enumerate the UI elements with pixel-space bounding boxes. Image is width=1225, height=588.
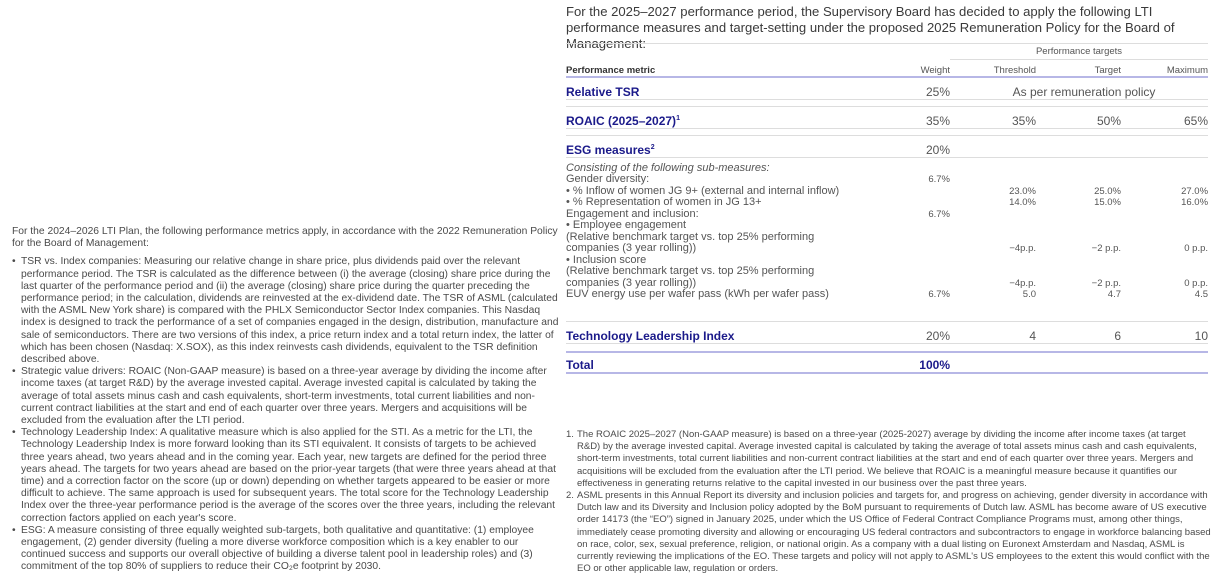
- sub-measure-row: [566, 220, 1208, 255]
- threshold: 4: [1029, 328, 1036, 343]
- footnote-number: 2.: [566, 490, 574, 502]
- footnotes: [566, 429, 1211, 575]
- performance-targets-header: Performance targets: [950, 44, 1208, 60]
- group-header-row: [566, 44, 1208, 60]
- footnote-text: The ROAIC 2025–2027 (Non-GAAP measure) is based on a three-year (2025-2027) average by dividing the income after income taxes (at target R&D) by the average invested capital. Average invested capital is calculated by taking the average of total assets minus cash and cash equivalents, short-term investments, total current liabilities and non-current contract liabilities at the start and end of each quarter over three years. Mergers and acquisitions will be excluded from the evaluation after the LTI period. We believe that ROAIC is a meaningful measure because it quantifies our effectiveness in generating returns relative to the capital invested in our business over the past three years.: [577, 429, 1197, 489]
- threshold: 35%: [1011, 114, 1036, 128]
- sub-measure-label: Engagement and inclusion:: [566, 207, 699, 220]
- targets-note: As per remuneration policy: [1012, 85, 1156, 99]
- maximum: 0 p.p.: [1184, 277, 1209, 289]
- sub-measure-label: • Inclusion score (Relative benchmark target vs. top 25% performing companies (3 year rolling)): [566, 253, 815, 289]
- target: 25.0%: [1094, 185, 1121, 197]
- lti-2024-intro: For the 2024–2026 LTI Plan, the following performance metrics apply, in accordance with the 2022 Remuneration Policy for the Board of Management:: [12, 226, 558, 250]
- weight: 6.7%: [928, 289, 950, 300]
- total-weight: 100%: [870, 352, 950, 373]
- weight: 20%: [925, 143, 950, 157]
- col-header-metric: Performance metric: [566, 60, 870, 78]
- threshold: 5.0: [1022, 289, 1036, 300]
- lti-measures-table: [566, 43, 1208, 374]
- table-row-roaic: [566, 107, 1208, 129]
- list-item-tsr: • TSR vs. Index companies: Measuring our relative change in share price, plus dividends paid over the relevant performance period. The TSR is calculated as the difference between (i) the average (closing) share price during the last quarter of the performance period and (ii) the average (closing) share price during the quarter preceding the performance period; in the calculation, dividends are reinvested at the ex-dividend date. The TSR of ASML (calculated with the ASML New York share) is compared with the PHLX Semiconductor Sector Index companies. This Nasdaq index is designed to track the performance of a set of companies engaged in the design, distribution, manufacture and sale of semiconductors. There are two versions of this index, a price return index and a total return index, the latter of which has been chosen (Nasdaq: X.SOX), as this index reinvests cash dividends, equivalent to the TSR definition described above.: [12, 256, 560, 366]
- header-row: [566, 60, 1208, 78]
- total-label: Total: [566, 352, 870, 373]
- footnote-1: [566, 429, 1211, 490]
- metric-name-text: ROAIC (2025–2027): [566, 114, 677, 128]
- threshold: 23.0%: [1009, 185, 1036, 197]
- table-row-relative-tsr: [566, 77, 1208, 100]
- threshold: [950, 209, 1036, 221]
- sub-measure-label: • % Inflow of women JG 9+ (external and internal inflow): [566, 184, 840, 197]
- sub-measure-row: [566, 174, 1208, 186]
- col-header-weight: Weight: [870, 60, 950, 78]
- sub-measure-label: EUV energy use per wafer pass (kWh per wafer pass): [566, 288, 829, 300]
- footnote-number: 1.: [566, 429, 574, 440]
- target: [1036, 209, 1121, 221]
- target: −2 p.p.: [1091, 243, 1121, 254]
- threshold: −4p.p.: [1009, 243, 1036, 254]
- footnote-ref: 2: [650, 144, 655, 151]
- sub-measure-label: Gender diversity:: [566, 173, 650, 185]
- table-row-total: [566, 352, 1208, 373]
- weight: [870, 186, 950, 198]
- target: −2 p.p.: [1091, 277, 1121, 289]
- weight: 6.7%: [928, 208, 950, 220]
- lti-2024-2026-section: [12, 226, 560, 574]
- metric-name: [566, 107, 870, 129]
- footnote-ref: 1: [676, 115, 680, 122]
- sub-measure-row: [566, 255, 1208, 290]
- maximum: 10: [1194, 328, 1209, 343]
- divider: [566, 100, 1208, 107]
- metric-name: Relative TSR: [566, 85, 640, 99]
- target: 6: [1114, 328, 1121, 343]
- weight: [870, 220, 950, 255]
- lti-2025-intro: For the 2025–2027 performance period, the Supervisory Board has decided to apply the following LTI performance measures and target-setting under the proposed 2025 Remuneration Policy for the Board of Management:: [566, 4, 1175, 51]
- sub-measure-label: • Employee engagement (Relative benchmark target vs. top 25% performing companies (3 year rolling)): [566, 219, 815, 254]
- sub-measure-row: [566, 197, 1208, 209]
- sub-measure-label: • % Representation of women in JG 13+: [566, 196, 762, 208]
- footnote-2: [566, 490, 1211, 575]
- threshold: [950, 174, 1036, 186]
- maximum: 16.0%: [1181, 197, 1209, 208]
- col-header-target: Target: [1036, 60, 1121, 78]
- metric-name-text: ESG measures: [566, 143, 651, 157]
- threshold: −4p.p.: [1009, 277, 1036, 289]
- threshold: 14.0%: [1009, 197, 1036, 208]
- weight: [870, 255, 950, 290]
- metric-name: [566, 136, 870, 158]
- esg-consisting-label: Consisting of the following sub-measures:: [566, 162, 770, 174]
- divider: [566, 129, 1208, 136]
- metric-name: Technology Leadership Index: [566, 328, 735, 343]
- table-row-technology-leadership-index: [566, 321, 1208, 343]
- col-header-maximum: Maximum: [1121, 60, 1208, 78]
- metrics-list: [12, 256, 560, 573]
- maximum: 65%: [1183, 114, 1209, 128]
- target: 50%: [1096, 114, 1121, 128]
- maximum: 0 p.p.: [1184, 243, 1209, 254]
- weight: 20%: [925, 328, 950, 343]
- target: [1036, 174, 1121, 186]
- target: 15.0%: [1094, 197, 1121, 208]
- weight: 25%: [925, 85, 950, 99]
- footnote-text: ASML presents in this Annual Report its diversity and inclusion policies and targets for, and progress on achieving, gender diversity in accordance with Dutch law and its Diversity and Inclusion policy adopted by the BoM pursuant to requirements of Dutch law. ASML has become aware of US executive order 14173 (the “EO”) signed in January 2025, under which the US Office of Federal Contract Compliance Programs must, among other things, immediately cease promoting diversity and allowing or encouraging US federal contractors and subcontractors to engage in workforce balancing based on race, color, sex, sexual preference, religion, or national origin. As a company with a dual listing on Euronext Amsterdam and Nasdaq, ASML is currently reviewing the implications of the EO. These targets and policy will not apply to ASML's US employees to the extent this would conflict with the EO or other applicable law, regulation or orders.: [577, 490, 1211, 575]
- list-item-tli: • Technology Leadership Index: A qualitative measure which is also applied for the STI. As a metric for the LTI, the Technology Leadership Index is more forward looking than its STI equivalent. It consists of targets to be achieved three years ahead, two years ahead and in the coming year. Each year, new targets are defined for the period three years ahead. The targets for two years ahead are based on the prior-year targets (that were three years ahead at that time) and a correction factor on the score (up or down) depending on whether targets appeared to be easier or more difficult to achieve. The same approach is used for subsequent years. The total score for the Technology Leadership Index over the three-year performance period is the average of the scores over the three years, including the relevant correction factors applied on each year's score.: [12, 427, 560, 525]
- target: 4.7: [1107, 289, 1121, 300]
- weight: [870, 197, 950, 209]
- weight: 6.7%: [928, 174, 950, 185]
- esg-consisting-row: [566, 158, 1208, 175]
- col-header-threshold: Threshold: [950, 60, 1036, 78]
- list-item-esg: • ESG: A measure consisting of three equally weighted sub-targets, both qualitative and quantitative: (1) employee engagement, (2) gender diversity (fueling a more diverse workforce composition which is a key enabler to our continued success and supports our overall objective of building a diverse talent pool in leadership roles) and (3) commitment of the top 80% of suppliers to reduce their CO₂e footprint by 2030.: [12, 525, 560, 574]
- table-row-esg: [566, 136, 1208, 158]
- weight: 35%: [925, 114, 950, 128]
- maximum: [1121, 209, 1208, 221]
- sub-measure-row: [566, 289, 1208, 301]
- maximum: 4.5: [1194, 289, 1209, 300]
- list-item-roaic: • Strategic value drivers: ROAIC (Non-GAAP measure) is based on a three-year average by dividing the income after income taxes (at target R&D) by the average invested capital. Average invested capital is calculated by taking the average of total assets minus cash and cash equivalents, short-term investments, total current liabilities and non-current contract liabilities at the start and end of each quarter over three years. Mergers and acquisitions will be excluded from the evaluation after the LTI period.: [12, 366, 560, 427]
- maximum: 27.0%: [1181, 185, 1209, 197]
- maximum: [1121, 174, 1208, 186]
